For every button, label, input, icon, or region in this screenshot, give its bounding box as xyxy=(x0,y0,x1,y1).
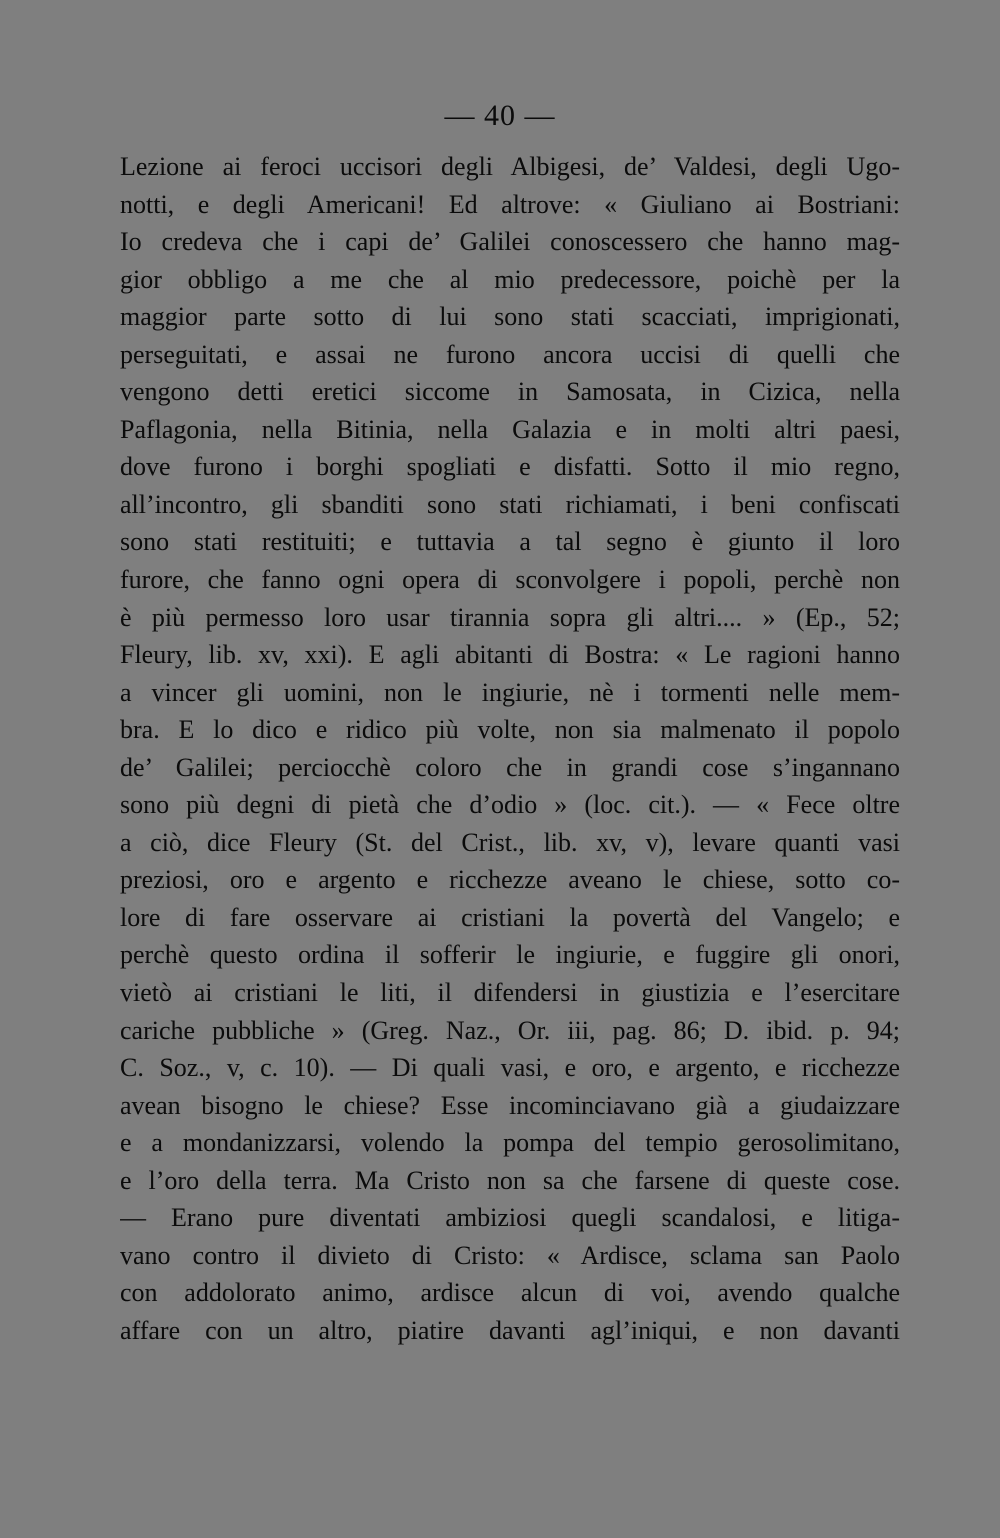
body-text xyxy=(120,148,900,1350)
text-line: Fleury, lib. xv, xxi). E agli abitanti di Bostra: « Le ragioni hanno xyxy=(120,640,900,670)
text-line: bra. E lo dico e ridico più volte, non sia malmenato il popolo xyxy=(120,715,900,745)
text-line: all’incontro, gli sbanditi sono stati richiamati, i beni confiscati xyxy=(120,489,900,519)
text-line: de’ Galilei; perciocchè coloro che in grandi cose s’ingannano xyxy=(120,752,900,782)
page-number: — 40 — xyxy=(444,99,556,132)
text-line: e a mondanizzarsi, volendo la pompa del tempio gerosolimitano, xyxy=(120,1128,900,1158)
text-line: C. Soz., v, c. 10). — Di quali vasi, e oro, e argento, e ricchezze xyxy=(120,1053,900,1083)
text-line: affare con un altro, piatire davanti agl’iniqui, e non davanti xyxy=(120,1315,900,1345)
text-line: — Erano pure diventati ambiziosi quegli scandalosi, e litiga- xyxy=(120,1203,900,1233)
text-line: avean bisogno le chiese? Esse incominciavano già a giudaizzare xyxy=(120,1090,900,1120)
text-line: sono più degni di pietà che d’odio » (loc. cit.). — « Fece oltre xyxy=(120,790,900,820)
text-line: a ciò, dice Fleury (St. del Crist., lib. xv, v), levare quanti vasi xyxy=(120,827,900,857)
text-line: sono stati restituiti; e tuttavia a tal segno è giunto il loro xyxy=(120,527,900,557)
text-line: perchè questo ordina il sofferir le ingiurie, e fuggire gli onori, xyxy=(120,940,900,970)
text-line: vietò ai cristiani le liti, il difendersi in giustizia e l’esercitare xyxy=(120,978,900,1008)
text-line: è più permesso loro usar tirannia sopra gli altri.... » (Ep., 52; xyxy=(120,602,900,632)
text-line: Lezione ai feroci uccisori degli Albigesi, de’ Valdesi, degli Ugo- xyxy=(120,152,900,181)
text-line: a vincer gli uomini, non le ingiurie, nè i tormenti nelle mem- xyxy=(120,677,900,707)
text-line: con addolorato animo, ardisce alcun di voi, avendo qualche xyxy=(120,1278,900,1308)
text-line: vano contro il divieto di Cristo: « Ardisce, sclama san Paolo xyxy=(120,1240,900,1270)
text-line: cariche pubbliche » (Greg. Naz., Or. iii, pag. 86; D. ibid. p. 94; xyxy=(120,1015,900,1045)
text-line: furore, che fanno ogni opera di sconvolgere i popoli, perchè non xyxy=(120,565,900,595)
text-line: Paflagonia, nella Bitinia, nella Galazia e in molti altri paesi, xyxy=(120,414,900,444)
text-line: dove furono i borghi spogliati e disfatti. Sotto il mio regno, xyxy=(120,452,900,482)
text-line: preziosi, oro e argento e ricchezze aveano le chiese, sotto co- xyxy=(120,865,900,895)
text-line: notti, e degli Americani! Ed altrove: « Giuliano ai Bostriani: xyxy=(120,189,900,219)
text-line: e l’oro della terra. Ma Cristo non sa che farsene di queste cose. xyxy=(120,1165,900,1195)
text-line: Io credeva che i capi de’ Galilei conoscessero che hanno mag- xyxy=(120,227,900,257)
text-line: perseguitati, e assai ne furono ancora uccisi di quelli che xyxy=(120,339,900,369)
text-line: maggior parte sotto di lui sono stati scacciati, imprigionati, xyxy=(120,302,900,332)
text-line: vengono detti eretici siccome in Samosata, in Cizica, nella xyxy=(120,377,900,407)
text-line: lore di fare osservare ai cristiani la povertà del Vangelo; e xyxy=(120,902,900,932)
text-line: gior obbligo a me che al mio predecessore, poichè per la xyxy=(120,264,900,294)
